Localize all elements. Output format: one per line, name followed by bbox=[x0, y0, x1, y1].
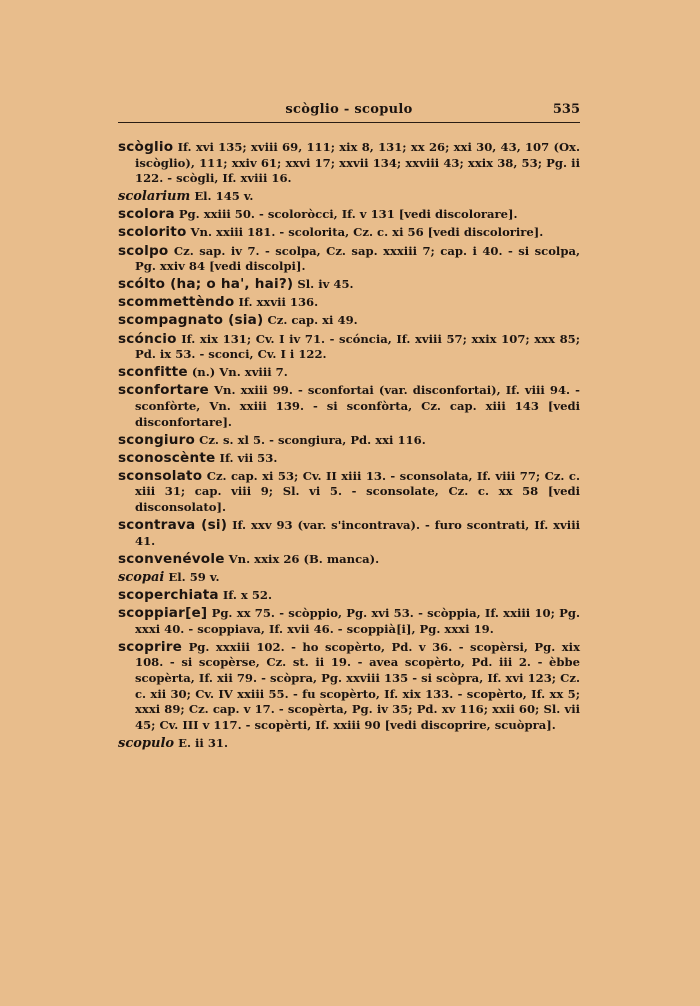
entry-text: Cz. cap. xi 53; Cv. II xiii 13. - sconsolata, If. viii 77; Cz. c. xiii 31; cap. viii 9; Sl. vi 5. - sconsolate, Cz. c. xx 58 [vedi disconsolato]. bbox=[135, 468, 580, 514]
headword: scoprire bbox=[118, 638, 183, 655]
entry-scolarium bbox=[118, 189, 580, 205]
page-number: 535 bbox=[552, 102, 580, 117]
entry-scolto bbox=[118, 277, 580, 293]
entry-text: E. ii 31. bbox=[178, 735, 229, 750]
entry-text: (n.) Vn. xviii 7. bbox=[191, 365, 288, 380]
entry-sconoscente bbox=[118, 451, 580, 467]
page-header bbox=[118, 100, 580, 123]
headword: scongiuro bbox=[118, 431, 196, 448]
entry-list bbox=[118, 140, 580, 754]
entry-text: Vn. xxix 26 (B. manca). bbox=[228, 551, 380, 566]
entry-text: Sl. iv 45. bbox=[297, 277, 354, 292]
entry-text: Vn. xxiii 99. - sconfortai (var. disconfortai), If. viii 94. - sconfòrte, Vn. xxiii 139. - si sconfòrta, Cz. cap. xiii 143 [vedi disconfortare]. bbox=[135, 383, 580, 429]
entry-scongiuro bbox=[118, 433, 580, 449]
entry-scoglio bbox=[118, 140, 580, 187]
headword: scóncio bbox=[118, 330, 177, 347]
entry-text: If. vii 53. bbox=[219, 450, 278, 465]
entry-sconvenevole bbox=[118, 552, 580, 568]
entry-sconfortare bbox=[118, 383, 580, 430]
headword: scòglio bbox=[118, 139, 174, 155]
headword: sconsolato bbox=[118, 467, 203, 484]
headword: scolora bbox=[118, 206, 175, 223]
running-head: scòglio - scopulo bbox=[285, 102, 413, 117]
entry-sconfitte bbox=[118, 365, 580, 381]
headword: scoppiar[e] bbox=[118, 605, 208, 622]
entry-scompagnato bbox=[118, 313, 580, 329]
headword: scolpo bbox=[118, 242, 169, 259]
entry-scolpo bbox=[118, 244, 580, 275]
entry-text: Cz. cap. xi 49. bbox=[267, 313, 358, 328]
headword: scólto (ha; o ha', hai?) bbox=[118, 276, 294, 293]
entry-text: Pg. xx 75. - scòppio, Pg. xvi 53. - scòppia, If. xxiii 10; Pg. xxxi 40. - scoppiava, If. xvii 46. - scoppià[i], Pg. xxxi 19. bbox=[135, 606, 580, 636]
headword: scopulo bbox=[118, 735, 175, 751]
entry-text: If. xxv 93 (var. s'incontrava). - furo scontrati, If. xviii 41. bbox=[135, 518, 581, 548]
entry-scontrava bbox=[118, 518, 580, 549]
entry-text: If. xvi 135; xviii 69, 111; xix 8, 131; xx 26; xxi 30, 43, 107 (Ox. iscòglio), 111; xxiv 61; xxvi 17; xxvii 134; xxviii 43; xxix 38, 53; Pg. ii 122. - scògli, If. xviii 16. bbox=[135, 140, 580, 186]
entry-scolora bbox=[118, 207, 580, 223]
headword: scompagnato (sia) bbox=[118, 312, 264, 329]
entry-text: El. 59 v. bbox=[168, 569, 220, 584]
entry-text: Vn. xxiii 181. - scolorita, Cz. c. xi 56 [vedi discolorire]. bbox=[190, 225, 544, 240]
entry-scolorito bbox=[118, 225, 580, 241]
entry-scopulo bbox=[118, 736, 580, 752]
headword: scopai bbox=[118, 569, 165, 585]
entry-text: If. x 52. bbox=[222, 587, 273, 602]
entry-sconsolato bbox=[118, 469, 580, 516]
headword: scontrava (si) bbox=[118, 517, 228, 534]
headword: sconvenévole bbox=[118, 550, 225, 567]
headword: scolarium bbox=[118, 189, 191, 205]
headword: scommettèndo bbox=[118, 294, 235, 311]
entry-sconcio bbox=[118, 332, 580, 363]
headword: scolorito bbox=[118, 224, 187, 241]
entry-text: Cz. s. xl 5. - scongiura, Pd. xxi 116. bbox=[199, 432, 426, 447]
headword: sconfortare bbox=[118, 382, 209, 399]
entry-text: If. xxvii 136. bbox=[238, 295, 319, 310]
headword: sconoscènte bbox=[118, 449, 216, 466]
entry-scoprire bbox=[118, 640, 580, 734]
headword: sconfitte bbox=[118, 364, 188, 381]
headword: scoperchiata bbox=[118, 586, 219, 603]
entry-text: Cz. sap. iv 7. - scolpa, Cz. sap. xxxiii 7; cap. i 40. - si scolpa, Pg. xxiv 84 [vedi discolpi]. bbox=[135, 243, 580, 274]
entry-text: Pg. xxiii 50. - scoloròcci, If. v 131 [vedi discolorare]. bbox=[178, 207, 518, 222]
entry-text: If. xix 131; Cv. I iv 71. - scóncia, If. xviii 57; xxix 107; xxx 85; Pd. ix 53. - sconci, Cv. I i 122. bbox=[135, 331, 580, 362]
entry-text: El. 145 v. bbox=[194, 189, 254, 204]
entry-scommettendo bbox=[118, 295, 580, 311]
entry-scoperchiata bbox=[118, 588, 580, 604]
entry-text: Pg. xxxiii 102. - ho scopèrto, Pd. v 36. - scopèrsi, Pg. xix 108. - si scopèrse, Cz. st. ii 19. - avea scopèrto, Pd. iii 2. - èbbe scopèrta, If. xii 79. - scòpra, Pg. xxviii 135 - si scòpra, If. xvi 123; Cz. c. xii 30; Cv. IV xxiii 55. - fu scopèrto, If. xix 133. - scopèrto, If. xx 5; xxxi 89; Cz. cap. v 17. - scopèrta, Pg. iv 35; Pd. xv 116; xxii 60; Sl. vii 45; Cv. III v 117. - scopèrti, If. xxiii 90 [vedi discoprire, scuòpra]. bbox=[135, 639, 580, 732]
entry-scoppiare bbox=[118, 606, 580, 637]
entry-scopai bbox=[118, 570, 580, 586]
